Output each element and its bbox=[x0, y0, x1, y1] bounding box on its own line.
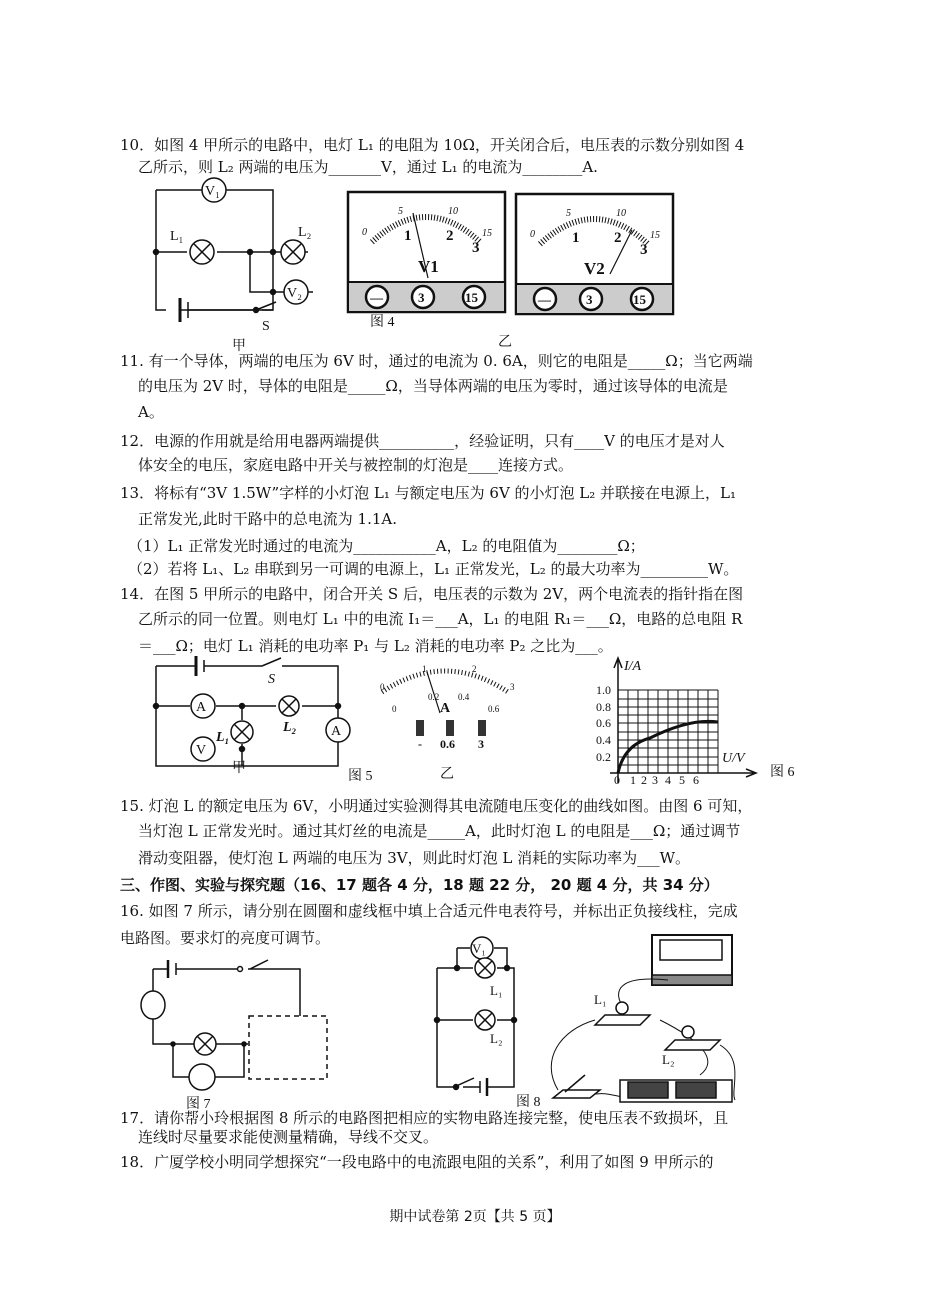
figure-stroke bbox=[254, 308, 259, 313]
fig5-switch-label: S bbox=[268, 672, 275, 687]
m1-scale-2: 2 bbox=[446, 228, 454, 244]
m1-scale-15: 15 bbox=[482, 228, 492, 239]
figure-stroke bbox=[660, 940, 722, 960]
fig6-xtick-2: 2 bbox=[641, 773, 647, 787]
figure-stroke bbox=[249, 1016, 327, 1079]
fig6-xtick-6: 6 bbox=[693, 773, 699, 787]
figure-stroke bbox=[416, 720, 424, 736]
fig6-ytick-1: 1.0 bbox=[596, 683, 611, 697]
fig6-ytick-02: 0.2 bbox=[596, 750, 611, 764]
section-3-heading: 三、作图、实验与探究题（16、17 题各 4 分，18 题 22 分， 20 题 4 分，共 34 分） bbox=[120, 876, 719, 894]
fig8-caption: 图 8 bbox=[516, 1095, 541, 1110]
figure-stroke bbox=[454, 1085, 459, 1090]
dial-top-1: 1 bbox=[422, 664, 427, 674]
fig6-ytick-06: 0.6 bbox=[596, 716, 611, 730]
q14-line2: 乙所示的同一位置。则电灯 L₁ 中的电流 I₁＝___A，L₁ 的电阻 R₁＝___Ω，电路的总电阻 R bbox=[138, 610, 743, 628]
fig6-xtick-1: 1 bbox=[630, 773, 636, 787]
m1-scale-3: 3 bbox=[472, 240, 480, 256]
dial-bottom-0: 0 bbox=[392, 704, 397, 714]
q14-line1: 14．在图 5 甲所示的电路中，闭合开关 S 后，电压表的示数为 2V，两个电流表的指针指在图 bbox=[120, 585, 744, 603]
terminal-neg: - bbox=[418, 737, 422, 751]
v1-label: V₁ bbox=[205, 184, 220, 199]
figure-stroke bbox=[446, 720, 454, 736]
q11-line3: A。 bbox=[138, 403, 164, 421]
figure-stroke bbox=[595, 1015, 650, 1025]
fig4-caption: 图 4 bbox=[370, 315, 395, 330]
m2-terminal-3: 3 bbox=[586, 292, 593, 307]
figure-stroke bbox=[171, 1042, 175, 1046]
terminal-3: 3 bbox=[478, 737, 484, 751]
m2-scale-3: 3 bbox=[640, 242, 648, 258]
figure-stroke bbox=[616, 1002, 628, 1014]
fig4-yi: 乙 bbox=[498, 335, 512, 350]
switch-label: S bbox=[262, 319, 270, 334]
m1-scale-1: 1 bbox=[404, 228, 412, 244]
m1-scale-0: 0 bbox=[362, 227, 367, 238]
fig8-v1-label: V₁ bbox=[472, 941, 486, 956]
fig5-l2-label: L₂ bbox=[283, 720, 297, 735]
m1-terminal-3: 3 bbox=[418, 290, 425, 305]
q16-line2: 电路图。要求灯的亮度可调节。 bbox=[120, 929, 331, 947]
m1-terminal-neg: — bbox=[370, 290, 383, 305]
q12-line1: 12．电源的作用就是给用电器两端提供__________，经验证明，只有____V 的电压才是对人 bbox=[120, 432, 725, 450]
figure-stroke bbox=[189, 1064, 215, 1090]
fig7-caption: 图 7 bbox=[186, 1097, 211, 1112]
l2-label: L₂ bbox=[298, 225, 312, 240]
figure-stroke bbox=[336, 704, 341, 709]
fig8-photo-l1: L₁ bbox=[594, 992, 607, 1007]
figure-stroke bbox=[186, 941, 674, 1112]
fig6-ytick-08: 0.8 bbox=[596, 700, 611, 714]
fig8-l2-label: L₂ bbox=[490, 1031, 503, 1046]
m2-terminal-neg: — bbox=[538, 292, 551, 307]
figure-stroke bbox=[271, 290, 276, 295]
figure-stroke bbox=[238, 967, 243, 972]
figure-stroke bbox=[665, 1040, 720, 1050]
m1-terminal-15: 15 bbox=[465, 290, 478, 305]
dial-label: A bbox=[440, 701, 451, 716]
figure-stroke bbox=[553, 1090, 600, 1098]
figure-stroke bbox=[628, 1082, 668, 1098]
fig6-xtick-0: 0 bbox=[614, 773, 620, 787]
figure-stroke bbox=[382, 671, 508, 692]
figure-stroke bbox=[154, 704, 159, 709]
figure-stroke bbox=[262, 658, 281, 666]
dial-top-2: 2 bbox=[472, 664, 477, 674]
fig8-l1-label: L₁ bbox=[490, 983, 503, 998]
figure-stroke bbox=[478, 720, 486, 736]
fig5-l1-label: L₁ bbox=[216, 730, 230, 745]
figure-stroke bbox=[505, 966, 510, 971]
q15-line3: 滑动变阻器，使灯泡 L 两端的电压为 3V，则此时灯泡 L 消耗的实际功率为___W。 bbox=[138, 849, 691, 867]
v2-label: V₂ bbox=[287, 286, 302, 301]
figure-stroke bbox=[153, 960, 300, 1077]
fig6-xtick-4: 4 bbox=[665, 773, 671, 787]
figure-stroke bbox=[154, 250, 159, 255]
figure-stroke bbox=[380, 664, 515, 751]
q10-line2: 乙所示，则 L₂ 两端的电压为_______V，通过 L₁ 的电流为________A. bbox=[138, 158, 598, 176]
q16-line1: 16. 如图 7 所示，请分别在圆圈和虚线框中填上合适元件电表符号，并标出正负接线柱，完成 bbox=[120, 902, 738, 920]
meter1-label: V1 bbox=[418, 257, 439, 276]
dial-bottom-06: 0.6 bbox=[488, 704, 500, 714]
fig6-xlabel: U/V bbox=[722, 751, 745, 766]
figure-stroke bbox=[248, 250, 253, 255]
fig6-caption: 图 6 bbox=[770, 765, 795, 780]
figure-stroke bbox=[455, 966, 460, 971]
dial-top-3: 3 bbox=[510, 682, 515, 692]
q13-part1: （1）L₁ 正常发光时通过的电流为___________A，L₂ 的电阻值为________Ω； bbox=[128, 537, 645, 555]
fig5-ammeter2: A bbox=[331, 724, 342, 739]
fig8-photo-l2: L₂ bbox=[662, 1052, 675, 1067]
fig5-ammeter1: A bbox=[196, 700, 207, 715]
fig6-xtick-5: 5 bbox=[679, 773, 685, 787]
m2-scale-10: 10 bbox=[616, 208, 626, 219]
q11-line1: 11. 有一个导体，两端的电压为 6V 时，通过的电流为 0. 6A，则它的电阻是_____Ω；当它两端 bbox=[120, 352, 753, 370]
figure-stroke bbox=[435, 1018, 440, 1023]
fig6-ylabel: I/A bbox=[624, 659, 642, 674]
meter2-label: V2 bbox=[584, 259, 605, 278]
figure-stroke bbox=[242, 1042, 246, 1046]
q11-line2: 的电压为 2V 时，导体的电阻是_____Ω，当导体两端的电压为零时，通过该导体的电流是 bbox=[138, 377, 728, 395]
q17-line1: 17．请你帮小玲根据图 8 所示的电路图把相应的实物电路连接完整，使电压表不致损坏，且 bbox=[120, 1109, 729, 1127]
dial-bottom-04: 0.4 bbox=[458, 692, 470, 702]
q13-line2: 正常发光,此时干路中的总电流为 1.1A. bbox=[138, 510, 397, 528]
figure-stroke bbox=[271, 250, 276, 255]
fig5-voltmeter: V bbox=[196, 743, 207, 758]
figure-stroke bbox=[512, 1018, 517, 1023]
figure-stroke bbox=[188, 302, 276, 310]
figure-stroke bbox=[240, 747, 245, 752]
terminal-06: 0.6 bbox=[440, 737, 455, 751]
fig6-xtick-3: 3 bbox=[652, 773, 658, 787]
q13-line1: 13．将标有“3V 1.5W”字样的小灯泡 L₁ 与额定电压为 6V 的小灯泡 L₂ 并联接在电源上，L₁ bbox=[120, 484, 737, 502]
fig5-jia: 甲 bbox=[232, 761, 246, 776]
fig5-caption: 图 5 bbox=[348, 769, 373, 784]
figure-stroke bbox=[141, 991, 165, 1019]
m1-scale-5: 5 bbox=[398, 206, 403, 217]
dial-bottom-02: 0.2 bbox=[428, 692, 440, 702]
figure-stroke bbox=[682, 1026, 694, 1038]
fig5-yi: 乙 bbox=[440, 767, 454, 782]
m1-scale-10: 10 bbox=[448, 206, 458, 217]
figure-stroke bbox=[676, 1082, 716, 1098]
dial-top-0: 0 bbox=[380, 682, 385, 692]
figure-stroke bbox=[240, 704, 245, 709]
l1-label: L₁ bbox=[170, 229, 184, 244]
q10-line1: 10．如图 4 甲所示的电路中，电灯 L₁ 的电阻为 10Ω，开关闭合后，电压表的示数分别如图 4 bbox=[120, 136, 745, 154]
q17-line2: 连线时尽量要求能使测量精确，导线不交叉。 bbox=[138, 1128, 439, 1146]
m2-scale-5: 5 bbox=[566, 208, 571, 219]
q13-part2: （2）若将 L₁、L₂ 串联到另一可调的电源上，L₁ 正常发光，L₂ 的最大功率为_________W。 bbox=[128, 560, 739, 578]
m2-scale-2: 2 bbox=[614, 230, 622, 246]
q18-line1: 18．广厦学校小明同学想探究“一段电路中的电流跟电阻的关系”，利用了如图 9 甲所示的 bbox=[120, 1153, 714, 1171]
fig4-jia: 甲 bbox=[232, 339, 246, 354]
m2-scale-15: 15 bbox=[650, 230, 660, 241]
q14-line3: ＝___Ω；电灯 L₁ 消耗的电功率 P₁ 与 L₂ 消耗的电功率 P₂ 之比为___。 bbox=[138, 637, 613, 655]
fig6-ytick-04: 0.4 bbox=[596, 733, 611, 747]
m2-terminal-15: 15 bbox=[633, 292, 646, 307]
m2-scale-1: 1 bbox=[572, 230, 580, 246]
figure-stroke bbox=[156, 666, 338, 766]
q12-line2: 体安全的电压，家庭电路中开关与被控制的灯泡是____连接方式。 bbox=[138, 456, 574, 474]
q15-line2: 当灯泡 L 正常发光时。通过其灯丝的电流是_____A，此时灯泡 L 的电阻是___Ω；通过调节 bbox=[138, 822, 741, 840]
q15-line1: 15. 灯泡 L 的额定电压为 6V，小明通过实验测得其电流随电压变化的曲线如图。由图 6 可知， bbox=[120, 797, 753, 815]
page-footer: 期中试卷第 2页【共 5 页】 bbox=[389, 1209, 561, 1225]
figure-stroke bbox=[416, 720, 486, 736]
m2-scale-0: 0 bbox=[530, 229, 535, 240]
